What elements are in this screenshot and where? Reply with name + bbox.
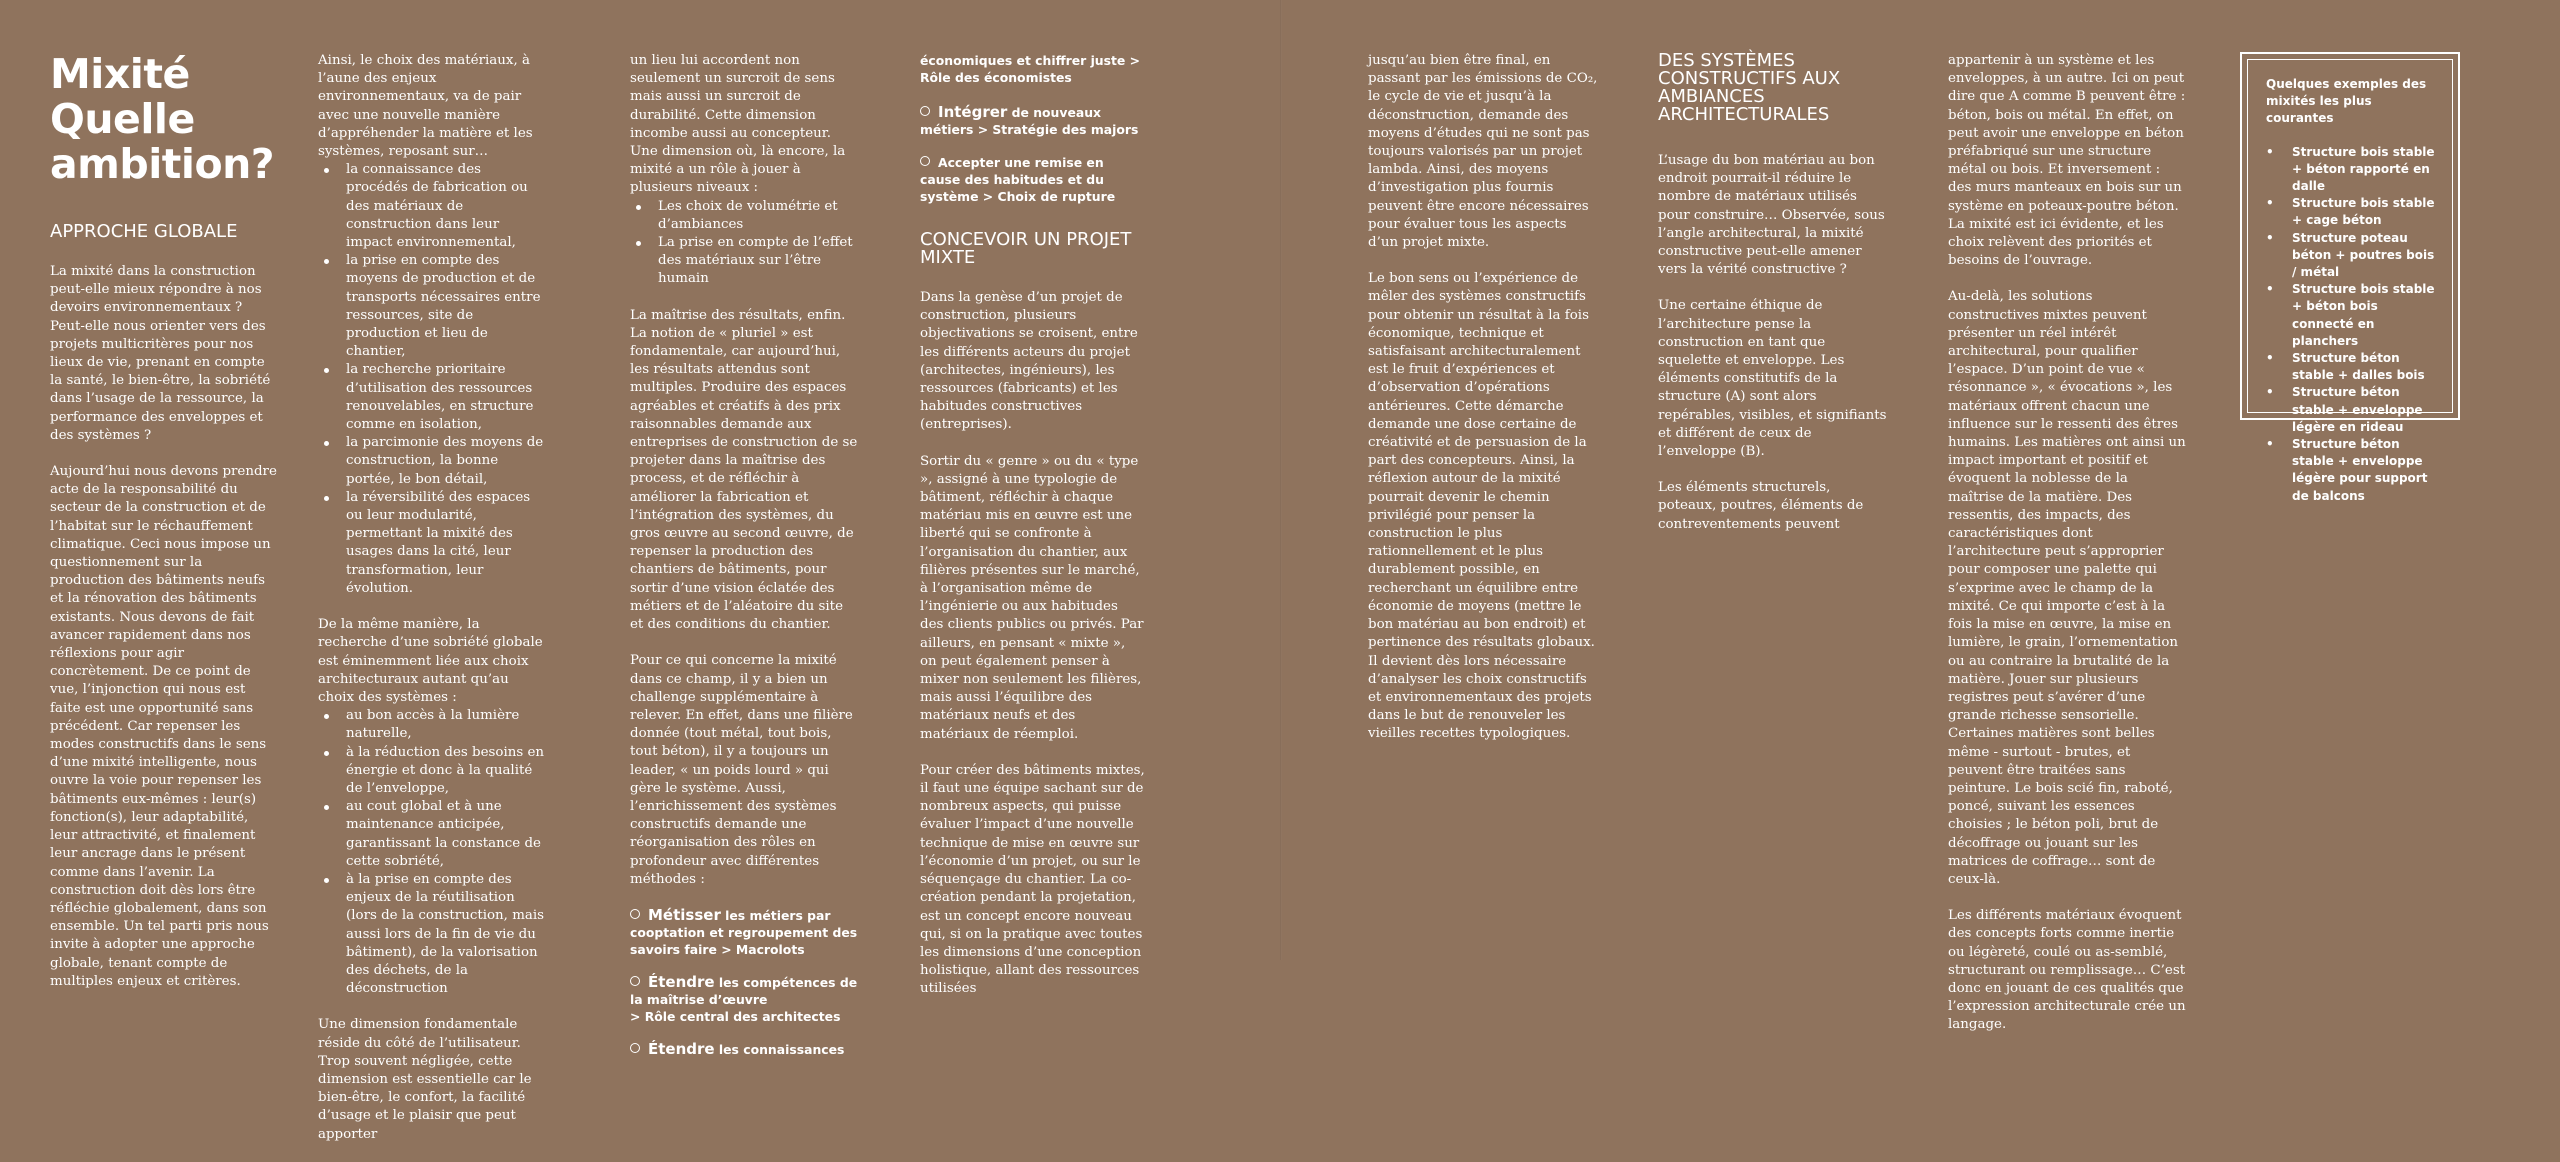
page-title: Mixité Quelle ambition? [50,50,275,188]
column-4 [920,52,1145,1017]
list-item: à la réduction des besoins en énergie et donc à la qualité de l’enveloppe, [318,744,546,799]
bullet-list [318,707,546,998]
list-item: la recherche prioritaire d’utilisation des ressources renouvelables, en structure comme en isolation, [318,361,546,434]
paragraph: Aujourd’hui nous devons prendre acte de la responsabilité du secteur de la construction et de l’habitat sur le réchauffement climatique. Ceci nous impose un questionnement sur la production des bâtiments neufs et la rénovation des bâtiments existants. Nous devons de fait avancer rapidement dans nos réflexions pour agir concrètement. De ce point de vue, l’injonction qui nous est faite est une opportunité sans précédent. Car repenser les modes constructifs dans le sens d’une mixité intelligente, nous ouvre la voie pour repenser les bâtiments eux-mêmes : leur(s) fonction(s), leur adaptabilité, leur attractivité, et finalement leur ancrage dans le présent comme dans l’avenir. La construction doit dès lors être réfléchie globalement, dans son ensemble. Un tel parti pris nous invite à adopter une approche globale, tenant compte de multiples enjeux et critères. [50,464,277,989]
list-item: La prise en compte de l’effet des matériaux sur l’être humain [630,234,858,289]
paragraph: Pour ce qui concerne la mixité dans ce champ, il y a bien un challenge supplémentaire à relever. En effet, dans une filière donnée (tout métal, tout bois, tout béton), il y a toujours un leader, « un poids lourd » qui gère le système. Aussi, l’enrichissement des systèmes constructifs demande une réorganisation des rôles en profondeur avec différentes méthodes : [630,653,853,887]
examples-title: Quelques exemples des mixités les plus courantes [2266,77,2427,126]
circle-bullet-icon [920,156,930,166]
paragraph: L’usage du bon matériau au bon endroit pourrait-il réduire le nombre de matériaux utilisés pour construire… Observée, sous l’angle architectural, la mixité constructive peut-elle amener vers la vérité constructive ? [1658,153,1885,278]
list-item: à la prise en compte des enjeux de la réutilisation (lors de la construction, mais aussi lors de la fin de vie du bâtiment), de la valorisation des déchets, de la déconstruction [318,871,546,998]
list-item: • Structure bois stable + béton rapporté en dalle [2266,144,2438,196]
column-1 [50,52,278,1009]
paragraph: jusqu’au bien être final, en passant par les émissions de CO₂, le cycle de vie et jusqu’à la déconstruction, demande des moyens d’études qui ne sont pas toujours valorisés par un projet lambda. Ainsi, des moyens d’investigation plus fournis peuvent être encore nécessaires pour évaluer tous les aspects d’un projet mixte. [1368,53,1598,251]
paragraph: Au-delà, les solutions constructives mixtes peuvent présenter un réel intérêt architectural, pour qualifier l’espace. D’un point de vue « résonnance », « évocations », les matériaux offrent chacun une influence sur le ressenti des êtres humains. Les matières ont ainsi un impact important et positif et évoquent la noblesse de la maîtrise de la matière. Des ressentis, des impacts, des caractéristiques dont l’architecture peut s’approprier pour composer une palette qui s’exprime avec le champ de la mixité. Ce qui importe c’est à la fois la mise en œuvre, la mise en lumière, le grain, l’ornementation ou au contraire la brutalité de la matière. Jouer sur plusieurs registres peut s’avérer d’une grande richesse sensorielle. Certaines matières sont belles même - surtout - brutes, et peuvent être traitées sans peinture. Le bois scié fin, raboté, poncé, suivant les essences choisies ; le béton poli, brut de décoffrage ou jouant sur les matrices de coffrage… sont de ceux-là. [1948,289,2186,887]
circle-bullet-icon [630,1043,640,1053]
section-heading-concevoir: CONCEVOIR UN PROJET MIXTE [920,229,1132,268]
paragraph: Le bon sens ou l’expérience de mêler des systèmes constructifs pour obtenir un résultat à la fois économique, technique et satisfaisant architecturalement est le fruit d’expériences et d’observation d’opérations antérieures. Cette démarche demande une dose certaine de créativité et de persuasion de la part des concepteurs. Ainsi, la réflexion autour de la mixité pourrait devenir le chemin privilégié pour penser la construction le plus rationnellement et le plus durablement possible, en recherchant un équilibre entre économie de moyens (mettre le bon matériau au bon endroit) et pertinence des résultats globaux. Il devient dès lors nécessaire d’analyser les choix constructifs et environnementaux des projets dans le but de renouveler les vieilles recettes typologiques. [1368,271,1595,742]
methods-list [630,907,858,1058]
list-item: • Structure béton stable + dalles bois [2266,350,2438,384]
paragraph: La maîtrise des résultats, enfin. La notion de « pluriel » est fondamentale, car aujourd’hui, les résultats attendus sont multiples. Produire des espaces agréables et créatifs à des prix raisonnables demande aux entreprises de construction de se projeter dans la maîtrise des process, et de réfléchir à améliorer la fabrication et l’intégration des systèmes, du gros œuvre au second œuvre, de repenser la production des chantiers de bâtiments, pour sortir d’une vision éclatée des métiers et de l’aléatoire du site et des conditions du chantier. [630,307,858,633]
methods-list [920,104,1145,205]
paragraph: Une certaine éthique de l’architecture pense la construction en tant que squelette et enveloppe. Les éléments constitutifs de la structure (A) sont alors repérables, visibles, et signifiants et différent de ceux de l’enveloppe (B). [1658,298,1887,460]
paragraph: un lieu lui accordent non seulement un surcroit de sens mais aussi un surcroit de durabilité. Cette dimension incombe aussi au concepteur. Une dimension où, là encore, la mixité a un rôle à jouer à plusieurs niveaux : [630,53,846,196]
paragraph: Une dimension fondamentale réside du côté de l’utilisateur. Trop souvent négligée, cette dimension est essentielle car le bien-être, le confort, la facilité d’usage et le plaisir que peut apporter [318,1017,532,1142]
method-item: Métisser les métiers par cooptation et regroupement des savoirs faire > Macrolots [630,905,858,957]
list-item: au bon accès à la lumière naturelle, [318,707,546,743]
spread-fold [1280,0,1282,960]
list-item: • Structure béton stable + enveloppe légère en rideau [2266,384,2438,436]
paragraph: Les différents matériaux évoquent des concepts forts comme inertie ou légèreté, coulé ou as-semblé, structurant ou remplissage… C’est donc en jouant de ces qualités que l’expression architecturale crée un langage. [1948,908,2186,1033]
circle-bullet-icon [630,976,640,986]
method-continuation: économiques et chiffrer juste > Rôle des économistes [920,53,1141,85]
section-heading-approche: APPROCHE GLOBALE [50,221,238,242]
list-item: • Structure béton stable + enveloppe légère pour support de balcons [2266,436,2438,505]
method-item: Accepter une remise en cause des habitudes et du système > Choix de rupture [920,155,1116,204]
examples-list [2266,144,2438,505]
paragraph: La mixité dans la construction peut-elle mieux répondre à nos devoirs environnementaux ? Peut-elle nous orienter vers des projets multicritères pour nos lieux de vie, prenant en compte la santé, le bien-être, la sobriété dans l’usage de la ressource, la performance des enveloppes et des systèmes ? [50,264,271,443]
list-item: • Structure poteau béton + poutres bois / métal [2266,230,2438,282]
section-heading-systemes: DES SYSTÈMES CONSTRUCTIFS AUX AMBIANCES ARCHITECTURALES [1658,50,1841,125]
examples-box [2240,52,2460,503]
paragraph: Les éléments structurels, poteaux, poutres, éléments de contreventements peuvent [1658,480,1864,532]
method-item: Étendre les compétences de la maîtrise d’œuvre > Rôle central des architectes [630,972,858,1024]
paragraph: Dans la genèse d’un projet de construction, plusieurs objectivations se croisent, entre les différents acteurs du projet (architectes, ingénieurs), les ressources (fabricants) et les habitudes constructives (entreprises). [920,290,1138,433]
bullet-list [630,198,858,289]
paragraph: Pour créer des bâtiments mixtes, il faut une équipe sachant sur de nombreux aspects, qui puisse évaluer l’impact d’une nouvelle technique de mise en œuvre sur l’économie d’un projet, ou sur le séquençage du chantier. La co-création pendant la projetation, est un concept encore nouveau qui, si on la pratique avec toutes les dimensions d’une conception holistique, allant des ressources utilisées [920,762,1145,997]
list-item: Les choix de volumétrie et d’ambiances [630,198,858,234]
list-item: la prise en compte des moyens de production et de transports nécessaires entre ressources, site de production et lieu de chantier, [318,252,546,361]
column-6 [1658,52,1890,552]
column-2 [318,52,546,1162]
method-item: Intégrer de nouveaux métiers > Stratégie des majors [920,103,1139,137]
bullet-list [318,161,546,598]
method-item: Étendre les connaissances [630,1041,858,1058]
circle-bullet-icon [920,106,930,116]
list-item: • Structure bois stable + béton bois connecté en planchers [2266,281,2438,350]
list-item: la réversibilité des espaces ou leur modularité, permettant la mixité des usages dans la cité, leur transformation, leur évolution. [318,489,546,598]
paragraph: De la même manière, la recherche d’une sobriété globale est éminemment liée aux choix architecturaux autant qu’au choix des systèmes : [318,617,543,705]
list-item: la connaissance des procédés de fabrication ou des matériaux de construction dans leur impact environnemental, [318,161,546,252]
column-7 [1948,52,2186,1053]
list-item: au cout global et à une maintenance anticipée, garantissant la constance de cette sobriété, [318,798,546,871]
column-5 [1368,52,1600,762]
column-3 [630,52,858,1074]
list-item: • Structure bois stable + cage béton [2266,195,2438,229]
list-item: la parcimonie des moyens de construction, la bonne portée, le bon détail, [318,434,546,489]
paragraph: Sortir du « genre » ou du « type », assigné à une typologie de bâtiment, réfléchir à chaque matériau mis en œuvre est une liberté qui se confronte à l’organisation du chantier, aux filières présentes sur le marché, à l’organisation même de l’ingénierie ou aux habitudes des clients publics ou privés. Par ailleurs, en pensant « mixte », on peut également penser à mixer non seulement les filières, mais aussi l’équilibre des matériaux neufs et des matériaux de réemploi. [920,453,1144,742]
examples-box-inner [2247,59,2453,503]
paragraph: appartenir à un système et les enveloppes, à un autre. Ici on peut dire que A comme B peuvent être : béton, bois ou métal. En effet, on peut avoir une enveloppe en béton préfabriqué sur une structure métal ou bois. Et inversement : des murs manteaux en bois sur un système en poteaux-poutre béton. La mixité est ici évidente, et les choix relèvent des priorités et besoins de l’ouvrage. [1948,53,2186,269]
paragraph: Ainsi, le choix des matériaux, à l’aune des enjeux environnementaux, va de pair avec une nouvelle manière d’appréhender la matière et les systèmes, reposant sur… [318,53,533,160]
circle-bullet-icon [630,909,640,919]
